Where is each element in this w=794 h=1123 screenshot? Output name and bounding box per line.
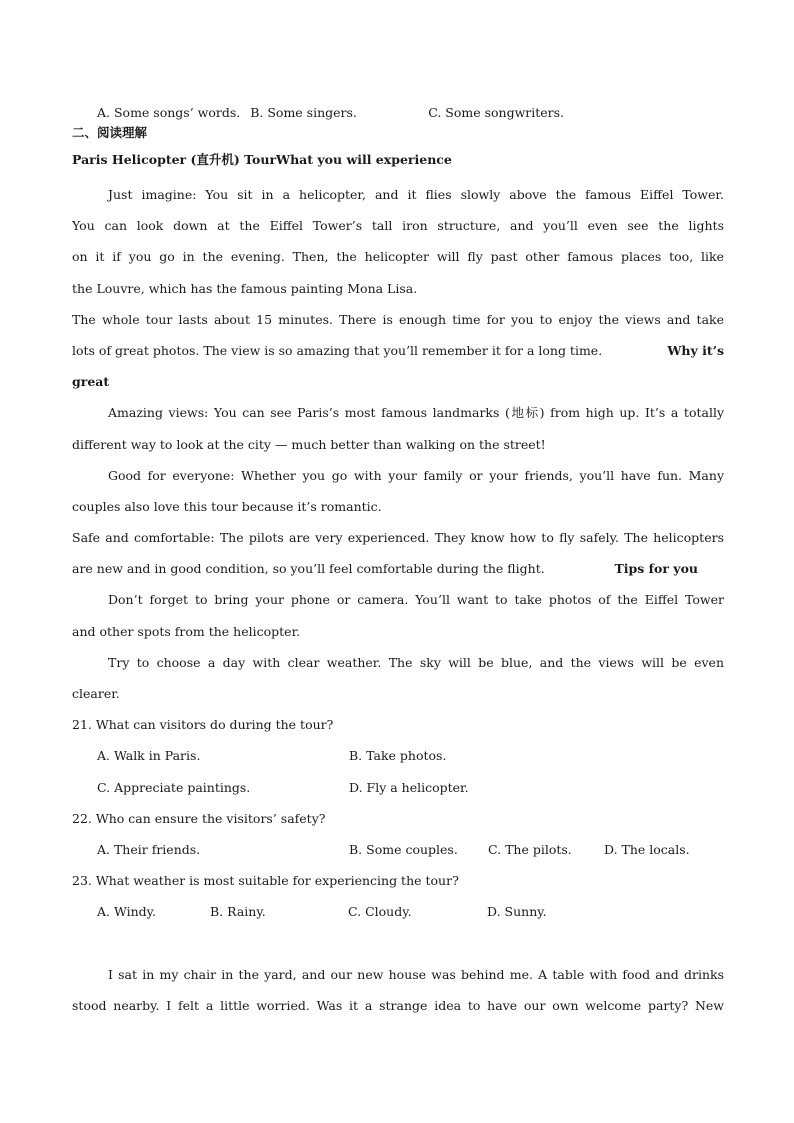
passage1-paragraph-7 [72, 647, 724, 709]
paragraph-line: Safe and comfortable: The pilots are very experienced. They know how to fly safely. The helicopters [72, 530, 724, 546]
why-heading-continued: great [72, 374, 110, 390]
option-b[interactable]: B. Some couples. [349, 841, 458, 857]
passage1-paragraph-3 [72, 397, 724, 459]
option-a[interactable]: A. Windy. [97, 904, 157, 920]
option-b[interactable]: B. Take photos. [349, 748, 447, 764]
question-22-options [72, 834, 724, 865]
option-a[interactable]: A. Walk in Paris. [97, 748, 201, 764]
option-c[interactable]: C. Appreciate paintings. [97, 779, 251, 795]
prev-option-a[interactable]: A. Some songs’ words. [97, 105, 241, 120]
paragraph-line: clearer. [72, 686, 120, 701]
paragraph-line: on it if you go in the evening. Then, the helicopter will fly past other famous places too, like [72, 249, 724, 265]
paragraph-text: lots of great photos. The view is so amazing that you’ll remember it for a long time. [72, 342, 603, 358]
question-23-options [72, 896, 724, 927]
option-d[interactable]: D. Sunny. [487, 904, 547, 920]
prev-option-c[interactable]: C. Some songwriters. [428, 105, 565, 120]
paragraph-line: Good for everyone: Whether you go with your family or your friends, you’ll have fun. Many [108, 467, 724, 483]
question-23-stem: 23. What weather is most suitable for experiencing the tour? [72, 873, 459, 889]
option-c[interactable]: C. Cloudy. [348, 904, 412, 920]
spacer [72, 928, 724, 959]
paragraph-line: You can look down at the Eiffel Tower’s tall iron structure, and you’ll even see the lights [72, 218, 724, 234]
paragraph-line: and other spots from the helicopter. [72, 623, 301, 639]
paragraph-line: Don’t forget to bring your phone or camera. You’ll want to take photos of the Eiffel Tower [108, 592, 724, 608]
paragraph-line: Try to choose a day with clear weather. The sky will be blue, and the views will be even [108, 654, 724, 670]
passage1-paragraph-5 [72, 522, 724, 584]
option-d[interactable]: D. Fly a helicopter. [349, 779, 469, 795]
why-heading: Why it’s [667, 342, 724, 358]
passage1-title: Paris Helicopter (直升机) TourWhat you will experience [72, 152, 452, 167]
tips-heading: Tips for you [614, 561, 698, 577]
section-heading: 二、阅读理解 [72, 125, 148, 140]
option-d[interactable]: D. The locals. [604, 841, 690, 857]
paragraph-line: I sat in my chair in the yard, and our new house was behind me. A table with food and drinks [108, 966, 724, 982]
paragraph-line: stood nearby. I felt a little worried. Was it a strange idea to have our own welcome party? New [72, 997, 724, 1013]
paragraph-line [72, 553, 724, 584]
passage1-paragraph-1 [72, 179, 724, 304]
question-21-stem: 21. What can visitors do during the tour? [72, 717, 334, 733]
question-22-stem: 22. Who can ensure the visitors’ safety? [72, 810, 326, 826]
paragraph-line: Amazing views: You can see Paris’s most famous landmarks (地标) from high up. It’s a totally [108, 405, 724, 421]
paragraph-line: the Louvre, which has the famous painting Mona Lisa. [72, 280, 418, 296]
question-21-options-row2 [72, 772, 724, 803]
document-page [72, 98, 724, 1021]
question-21-options-row1 [72, 740, 724, 771]
passage1-paragraph-4 [72, 460, 724, 522]
paragraph-line: Just imagine: You sit in a helicopter, and it flies slowly above the famous Eiffel Tower. [108, 187, 724, 202]
option-b[interactable]: B. Rainy. [210, 904, 266, 920]
prev-option-b[interactable]: B. Some singers. [250, 105, 357, 120]
passage1-paragraph-6 [72, 584, 724, 646]
option-c[interactable]: C. The pilots. [488, 841, 572, 857]
paragraph-line: The whole tour lasts about 15 minutes. There is enough time for you to enjoy the views and take [72, 311, 724, 327]
paragraph-text: are new and in good condition, so you’ll feel comfortable during the flight. [72, 561, 545, 577]
passage1-paragraph-2 [72, 304, 724, 398]
paragraph-line: different way to look at the city — much better than walking on the street! [72, 436, 546, 452]
passage2-paragraph-1 [72, 959, 724, 1021]
paragraph-line [72, 335, 724, 366]
option-a[interactable]: A. Their friends. [97, 841, 201, 857]
paragraph-line: couples also love this tour because it’s romantic. [72, 498, 382, 514]
